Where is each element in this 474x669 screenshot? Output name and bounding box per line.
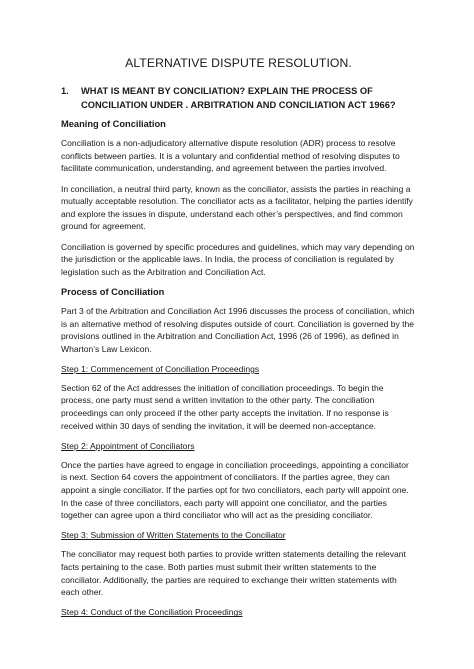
- step-4-heading: Step 4: Conduct of the Conciliation Proceedings: [61, 607, 243, 618]
- meaning-paragraph-1: Conciliation is a non-adjudicatory alternative dispute resolution (ADR) process to resolve conflicts between parties. It is a voluntary and confidential method of resolving disputes to facilitate communication, understanding, and agreement between the parties involved.: [61, 138, 400, 174]
- meaning-paragraph-2: In conciliation, a neutral third party, known as the conciliator, assists the parties in reaching a mutually acceptable resolution. The conciliator acts as a facilitator, helping the parties identify and explore the issues in dispute, understand each other’s perspectives, and find common ground for agreement.: [61, 183, 413, 232]
- meaning-heading: Meaning of Conciliation: [61, 119, 166, 130]
- process-paragraph-1: Part 3 of the Arbitration and Conciliation Act 1996 discusses the process of conciliation, which is an alternative method of resolving disputes outside of court. Conciliation is governed by the provisions outlined in the Arbitration and Conciliation Act, 1996 (26 of 1996), as defined in Wharton’s Law Lexicon.: [61, 305, 415, 354]
- step-3-heading: Step 3: Submission of Written Statements to the Conciliator: [61, 530, 286, 541]
- question-heading: [61, 85, 416, 112]
- question-text: WHAT IS MEANT BY CONCILIATION? EXPLAIN THE PROCESS OF CONCILIATION UNDER . ARBITRATION AND CONCILIATION ACT 1966?: [81, 86, 396, 110]
- meaning-paragraph-3: Conciliation is governed by specific procedures and guidelines, which may vary depending on the jurisdiction or the applicable laws. In India, the process of conciliation is regulated by legislation such as the Arbitration and Conciliation Act.: [61, 241, 415, 277]
- step-3-paragraph: The conciliator may request both parties to provide written statements detailing the relevant facts pertaining to the case. Both parties must submit their written statements to the conciliator. Additionally, the parties are required to exchange their written statements with each other.: [61, 549, 406, 598]
- step-2-paragraph: Once the parties have agreed to engage in conciliation proceedings, appointing a conciliator is next. Section 64 covers the appointment of conciliators. If the parties agree, they can appoint a single conciliator. If the parties opt for two conciliators, each party will appoint one. In the case of three conciliators, each party will appoint one conciliator, and the parties together can agree upon a third conciliator who will act as the presiding conciliator.: [61, 459, 409, 521]
- document-title: ALTERNATIVE DISPUTE RESOLUTION.: [125, 56, 352, 70]
- step-2-heading: Step 2: Appointment of Conciliators: [61, 440, 195, 451]
- step-1-paragraph: Section 62 of the Act addresses the initiation of conciliation proceedings. To begin the process, one party must send a written invitation to the other party. The conciliation proceedings can only proceed if the other party accepts the invitation. If no response is received within 30 days of sending the invitation, it will be deemed non-acceptance.: [61, 382, 389, 431]
- question-number: 1.: [61, 86, 69, 96]
- process-heading: Process of Conciliation: [61, 286, 165, 297]
- step-1-heading: Step 1: Commencement of Conciliation Proceedings: [61, 363, 260, 374]
